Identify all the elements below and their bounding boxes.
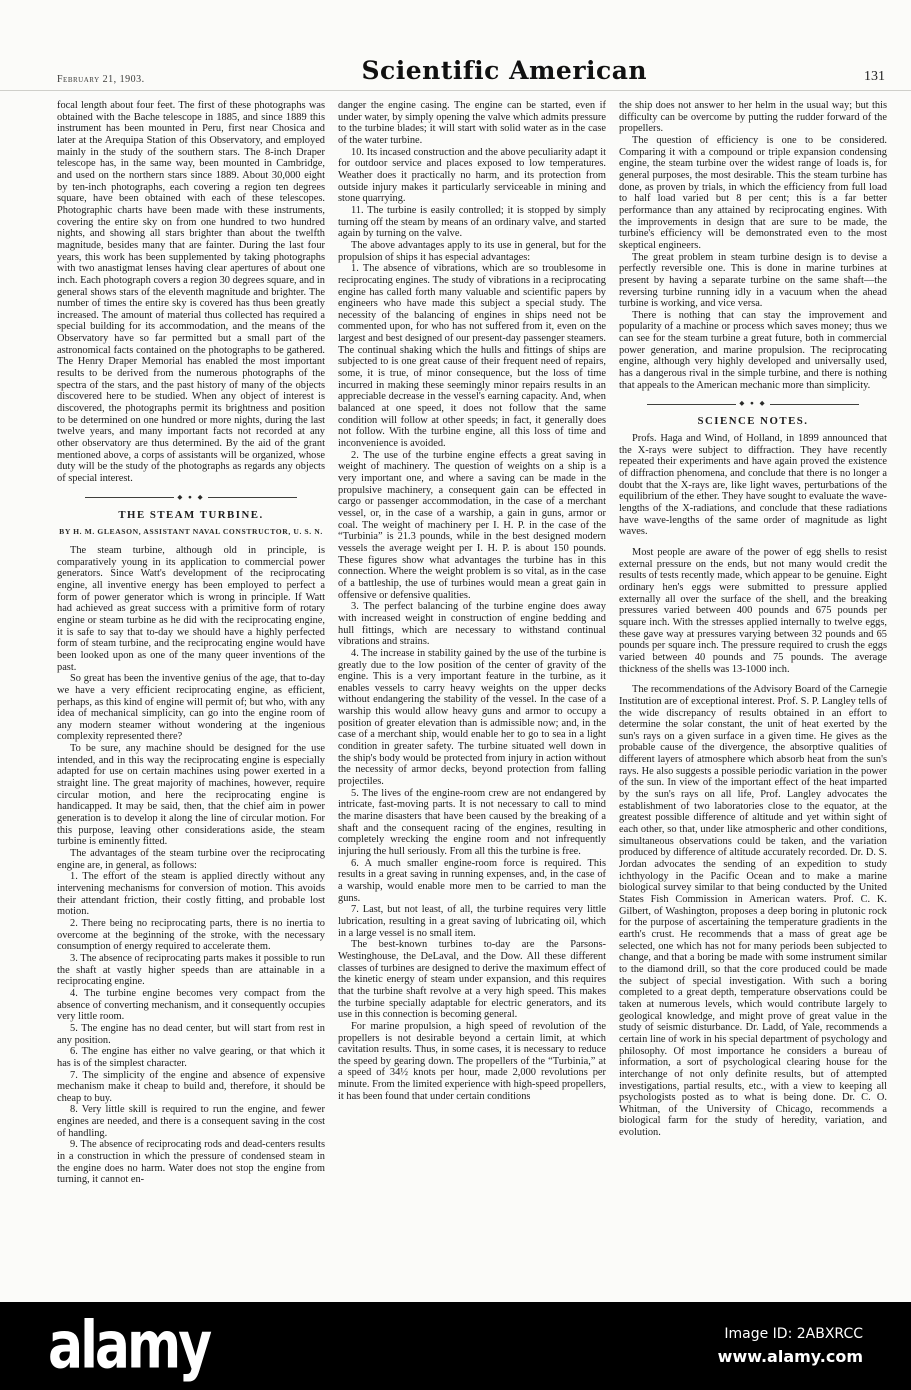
paragraph: 5. The engine has no dead center, but will start from rest in any position. [57,1022,325,1046]
page-number: 131 [863,69,885,84]
section-divider [647,401,859,407]
issue-date: February 21, 1903. [57,74,145,85]
paragraph: 7. Last, but not least, of all, the turbine requires very little lubrication, resulting in a great saving of lubricating oil, which in a large vessel is no small item. [338,904,606,939]
paragraph: The steam turbine, although old in principle, is comparatively young in its application to commercial power generators. Since Watt's development of the reciprocating engine, all inventive energy has been employed to perfect a form of power generator which is wrong in principle. If Watt had achieved as great success with a primitive form of rotary engine or steam turbine as he did with the reciprocating engine, it is safe to say that to-day we should have a highly perfected form of steam turbine, and the reciprocating engine would have been looked upon as one of the many queer inventions of the past. [57,544,325,673]
page-header [0,0,911,91]
byline: BY H. M. GLEASON, ASSISTANT NAVAL CONSTRUCTOR, U. S. N. [59,527,323,537]
paragraph: focal length about four feet. The first of these photographs was obtained with the Bache telescope in 1885, and since 1889 this instrument has been mounted in Peru, first near Chosica and later at the Arequipa Station of this Observatory, and employed mainly in the study of the southern stars. The 8-inch Draper telescope has, in the same way, been mounted in Cambridge, and used on the northern stars since 1889. About 30,000 eight by ten-inch photographs, each covering a region ten degrees square, have been obtained with each of these telescopes. Photographic charts have been made with these instruments, covering the entire sky on from one hundred to two hundred nights, and showing all stars brighter than about the twelfth magnitude, besides many that are fainter. During the last four years, this work has been supplemented by taking photographs with two anastigmat lenses having clear apertures of about one inch. Each photograph covers a region 30 degrees square, and in general shows stars of the eleventh magnitude and brighter. The number of times the entire sky is covered has thus been greatly increased. The amount of material thus collected has required a special building for its accommodation, and the means of the Observatory have so far permitted but a small part of the astronomical facts contained on the photographs to be gathered. The Henry Draper Memorial has enabled the most important results to be derived from the numerous photographs of the spectra of the stars, and the past history of many of the objects discovered here to be studied. When any object of interest is discovered, the photographs permit its brightness and position to be determined on one hundred or more nights, during the last twelve years, and many important facts not recorded at any other observatory are thus determined. By the aid of the grant mentioned above, a corps of assistants will be organized, whose duty will be the study of the photographs as regards any objects of special interest. [57,100,325,484]
paragraph: 9. The absence of reciprocating rods and dead-centers results in a construction in which the pressure of condensed steam in the engine does no harm. Water does not stop the engine from turning, it cannot en- [57,1139,325,1186]
image-id-label: Image ID: 2ABXRCC [724,1326,863,1342]
paragraph: 4. The increase in stability gained by the use of the turbine is greatly due to the low position of the center of gravity of the engine. This is a very important feature in the turbine, as it enables vessels to carry heavy weights on the upper decks without endangering the stability of the vessel. In the case of a warship this would allow heavy guns and armor to occupy a position of greater elevation than is admissible now; and, in the case of a merchant ship, would enable her to go to sea in a light condition in greater safety. The turbine situated well down in the ship's body would be protected from injury in action without the necessity of armor decks, beyond protection from falling projectiles. [338,647,606,788]
watermark-bar [0,1302,911,1390]
paragraph: The recommendations of the Advisory Board of the Carnegie Institution are of exceptional interest. Prof. S. P. Langley tells of the wide discrepancy of results obtained in an effort to determine the solar constant, the unit of heat exerted by the sun's rays on a given surface in a given time. He gives as the probable cause of the divergence, the absorptive qualities of different layers of atmosphere which absorb heat from the sun's rays. He also suggests a possible periodic variation in the power of the sun. In view of the important effect of the heat imparted by the sun's rays on all life, Prof. Langley advocates the establishment of two laboratories close to the equator, at the greatest possible difference of altitude and yet within sight of each other, so that, under like atmospheric and other conditions, simultaneous observations could be taken, and the variation produced by difference of altitude accurately recorded. Dr. D. S. Jordan advocates the sending of an expedition to study ichthyology in the Pacific Ocean and to make a marine biological survey similar to that being conducted by the United States Fish Commission in American waters. Prof. C. K. Gilbert, of Washington, proposes a deep boring in plutonic rock for the purpose of ascertaining the temperature gradients in the earth's crust. He recommends that a mass of great age be selected, one which has not for many periods been subjected to change, and that a boring be made with some instrument similar to the diamond drill, so that the core produced could be made the subject of special investigation. With such a boring completed to a great depth, temperature observations could be taken at numerous levels, which would contribute largely to geological knowledge, and might prove of great value in the study of seismic disturbance. Dr. Ladd, of Yale, recommends a certain line of work in his special department of psychology and philosophy. Of most importance he considers a bureau of information, a sort of psychological clearing house for the interchange of not only definite results, but of attempted investigations, partial results, etc., with a view to keeping all psychologists posted as to what is being done. Dr. C. O. Whitman, of the University of Chicago, recommends a biological farm for the study of heredity, variation, and evolution. [619,684,887,1139]
paragraph: 10. Its incased construction and the above peculiarity adapt it for outdoor service and places exposed to low temperatures. Weather does it practically no harm, and its protection from outside injury makes it particularly serviceable in mining and stone quarrying. [338,146,606,205]
paragraph: 2. The use of the turbine engine effects a great saving in weight of machinery. The question of weights on a ship is a very important one, and where a saving can be made in the propulsive machinery, a consequent gain can be effected in cargo or passenger accommodation, in the case of a merchant vessel, or, in the case of a warship, a gain in guns, armor or coal. The weight of machinery per I. H. P. in the case of the “Turbinia” is 21.3 pounds, while in the best designed modern vessels the average weight per I. H. P. is about 150 pounds. These figures show what advantages the turbine has in this connection. Where the weight problem is so vital, as in the case of a battleship, the use of turbines would mean a great gain in offensive or defensive qualities. [338,449,606,601]
section-heading: THE STEAM TURBINE. [118,508,264,521]
divider-ornament-icon: ◆ ● ◆ [739,400,767,408]
section-divider [85,495,297,501]
paragraph: 4. The turbine engine becomes very compact from the absence of converting mechanism, and it consequently occupies very little room. [57,987,325,1023]
alamy-logo: alamy [48,1308,210,1384]
alamy-url: www.alamy.com [717,1347,863,1366]
paragraph: danger the engine casing. The engine can be started, even if under water, by simply opening the valve which admits pressure to the turbine blades; it will start with solid water as in the case of the water turbine. [338,100,606,146]
paragraph: The great problem in steam turbine design is to devise a perfectly reversible one. This is done in marine turbines at present by having a separate turbine on the same shaft—the reversing turbine running idly in a vacuum when the ahead turbine is working, and vice versa. [619,251,887,310]
paragraph: The advantages of the steam turbine over the reciprocating engine are, in general, as follows: [57,848,325,871]
magazine-title: Scientific American [361,56,648,85]
paragraph: 5. The lives of the engine-room crew are not endangered by intricate, fast-moving parts. It is not necessary to call to mind the marine disasters that have been caused by the breaking of a shaft and the consequent racing of the engines, resulting in completely wrecking the engine room and not infrequently injuring the hull seriously. From all this the turbine is free. [338,787,606,857]
paragraph: 1. The absence of vibrations, which are so troublesome in reciprocating engines. The study of vibrations in a reciprocating engine has called forth many valuable and scientific papers by engineers who have made this subject a special study. The necessity of the balancing of engines in ships need not be commented upon, for who has not suffered from it, even on the largest and best designed of our present-day passenger steamers. The continual shaking which the hulls and fittings of ships are subjected to is one great cause of their frequent need of repairs, some, it is true, of minor consequence, but the loss of time incurred in making these seemingly minor repairs results in an appreciable decrease in the vessel's earning capacity. And, when balanced at one speed, it does not follow that the same condition will follow at other speeds; in fact, it generally does not follow. With the turbine engine, all this loss of time and inconvenience is avoided. [338,263,606,450]
paragraph: 6. The engine has either no valve gearing, or that which it has is of the simplest character. [57,1046,325,1069]
paragraph: 6. A much smaller engine-room force is required. This results in a great saving in running expenses, and, in the case of a warship, would enable more men to be carried to man the guns. [338,857,606,904]
paragraph: There is nothing that can stay the improvement and popularity of a machine or process which saves money; thus we can see for the steam turbine a great future, both in commercial power generation, and marine propulsion. The reciprocating engine, although very highly developed and universally used, has a dangerous rival in the simple turbine, and there is nothing that appeals to the American mechanic more than simplicity. [619,309,887,391]
paragraph: 8. Very little skill is required to run the engine, and fewer engines are needed, and there is a consequent saving in the cost of handling. [57,1104,325,1139]
paragraph: The above advantages apply to its use in general, but for the propulsion of ships it has especial advantages: [338,239,606,263]
paragraph: 11. The turbine is easily controlled; it is stopped by simply turning off the steam by means of an ordinary valve, and started again by turning on the valve. [338,204,606,240]
paragraph: 7. The simplicity of the engine and absence of expensive mechanism make it cheap to build and, therefore, it should be cheap to buy. [57,1069,325,1104]
paragraph: the ship does not answer to her helm in the usual way; but this difficulty can be overcome by putting the rudder forward of the propellers. [619,100,887,135]
paragraph: To be sure, any machine should be designed for the use intended, and in this way the reciprocating engine is especially adapted for use on certain machines using power exerted in a straight line. The great majority of machines, however, require circular motion, and here the reciprocating engine is handicapped. It may be said, then, that the chief aim in power generation is to develop it along the line of circular motion. For this purpose, leaving other considerations aside, the steam turbine is eminently fitted. [57,743,325,848]
paragraph: For marine propulsion, a high speed of revolution of the propellers is not desirable beyond a certain limit, at which cavitation results. Thus, in some cases, it is necessary to reduce the speed by gearing down. The propellers of the “Turbinia,” at a speed of 34½ knots per hour, made 2,000 revolutions per minute. From the limited experience with high-speed propellers, it has been found that under certain conditions [338,1020,606,1102]
watermark-info [718,1326,863,1366]
paragraph: Most people are aware of the power of egg shells to resist external pressure on the ends, but not many would credit the results of tests recently made, which appear to be genuine. Eight ordinary hen's eggs were submitted to pressure applied externally all over the surface of the shell, and the breaking pressures varied between 400 pounds and 675 pounds per square inch. With the stresses applied internally to twelve eggs, these gave way at pressures varying between 32 pounds and 65 pounds per square inch. The pressure required to crush the eggs varied between 40 pounds and 75 pounds. The average thickness of the shells was 13-1000 inch. [619,546,887,675]
divider-ornament-icon: ◆ ● ◆ [177,493,205,501]
paragraph: 3. The perfect balancing of the turbine engine does away with increased weight in construction of engine bedding and hull fittings, which are necessary to withstand continual vibrations and strains. [338,601,606,648]
article-columns [0,91,911,1304]
section-heading: SCIENCE NOTES. [697,415,809,428]
paragraph: The question of efficiency is one to be considered. Comparing it with a compound or triple expansion condensing engine, the steam turbine over the widest range of loads is, for general purposes, the most desirable. This the steam turbine has done, as proven by trials, in which the efficiency from full load to half load varied but 8 per cent; this is a far better performance than any attained by reciprocating engines. With the improvements in design that are sure to be made, the turbine's efficiency will be demonstrated even to the most skeptical engineers. [619,134,887,251]
paragraph: So great has been the inventive genius of the age, that to-day we have a very efficient reciprocating engine, as efficient, perhaps, as this kind of engine will permit of; but who, with any idea of mechanical simplicity, can go into the engine room of any modern steamer without wondering at the ingenious complexity represented there? [57,673,325,743]
column-3 [619,100,887,1304]
column-2 [338,100,606,1304]
paragraph: 2. There being no reciprocating parts, there is no inertia to overcome at the beginning of the stroke, with the necessary consumption of energy required to accelerate them. [57,917,325,953]
paragraph: 3. The absence of reciprocating parts makes it possible to run the shaft at vastly higher speeds than are attainable in a reciprocating engine. [57,952,325,988]
paragraph: The best-known turbines to-day are the Parsons-Westinghouse, the DeLaval, and the Dow. All these different classes of turbines are designed to derive the maximum effect of the kinetic energy of steam under expansion, and this requires that the turbine shaft revolve at a very high speed. This makes the turbine specially adaptable for electric generators, and its use in this connection is becoming general. [338,939,606,1021]
paragraph: 1. The effort of the steam is applied directly without any intervening mechanisms for conversion of motion. This avoids their attendant friction, their costly fitting, and probable lost motion. [57,871,325,918]
paragraph: Profs. Haga and Wind, of Holland, in 1899 announced that the X-rays were subject to diffraction. They have recently repeated their experiments and have again proved the existence of diffraction phenomena, and conclude that there is no longer a doubt that the X-rays are, like light waves, perturbations of the equilibrium of the ether. They have sought to evaluate the wave-lengths of the X-radiations, and conclude that these radiations have wave-lengths of the same order of magnitude as light waves. [619,433,887,538]
column-1 [57,100,325,1304]
